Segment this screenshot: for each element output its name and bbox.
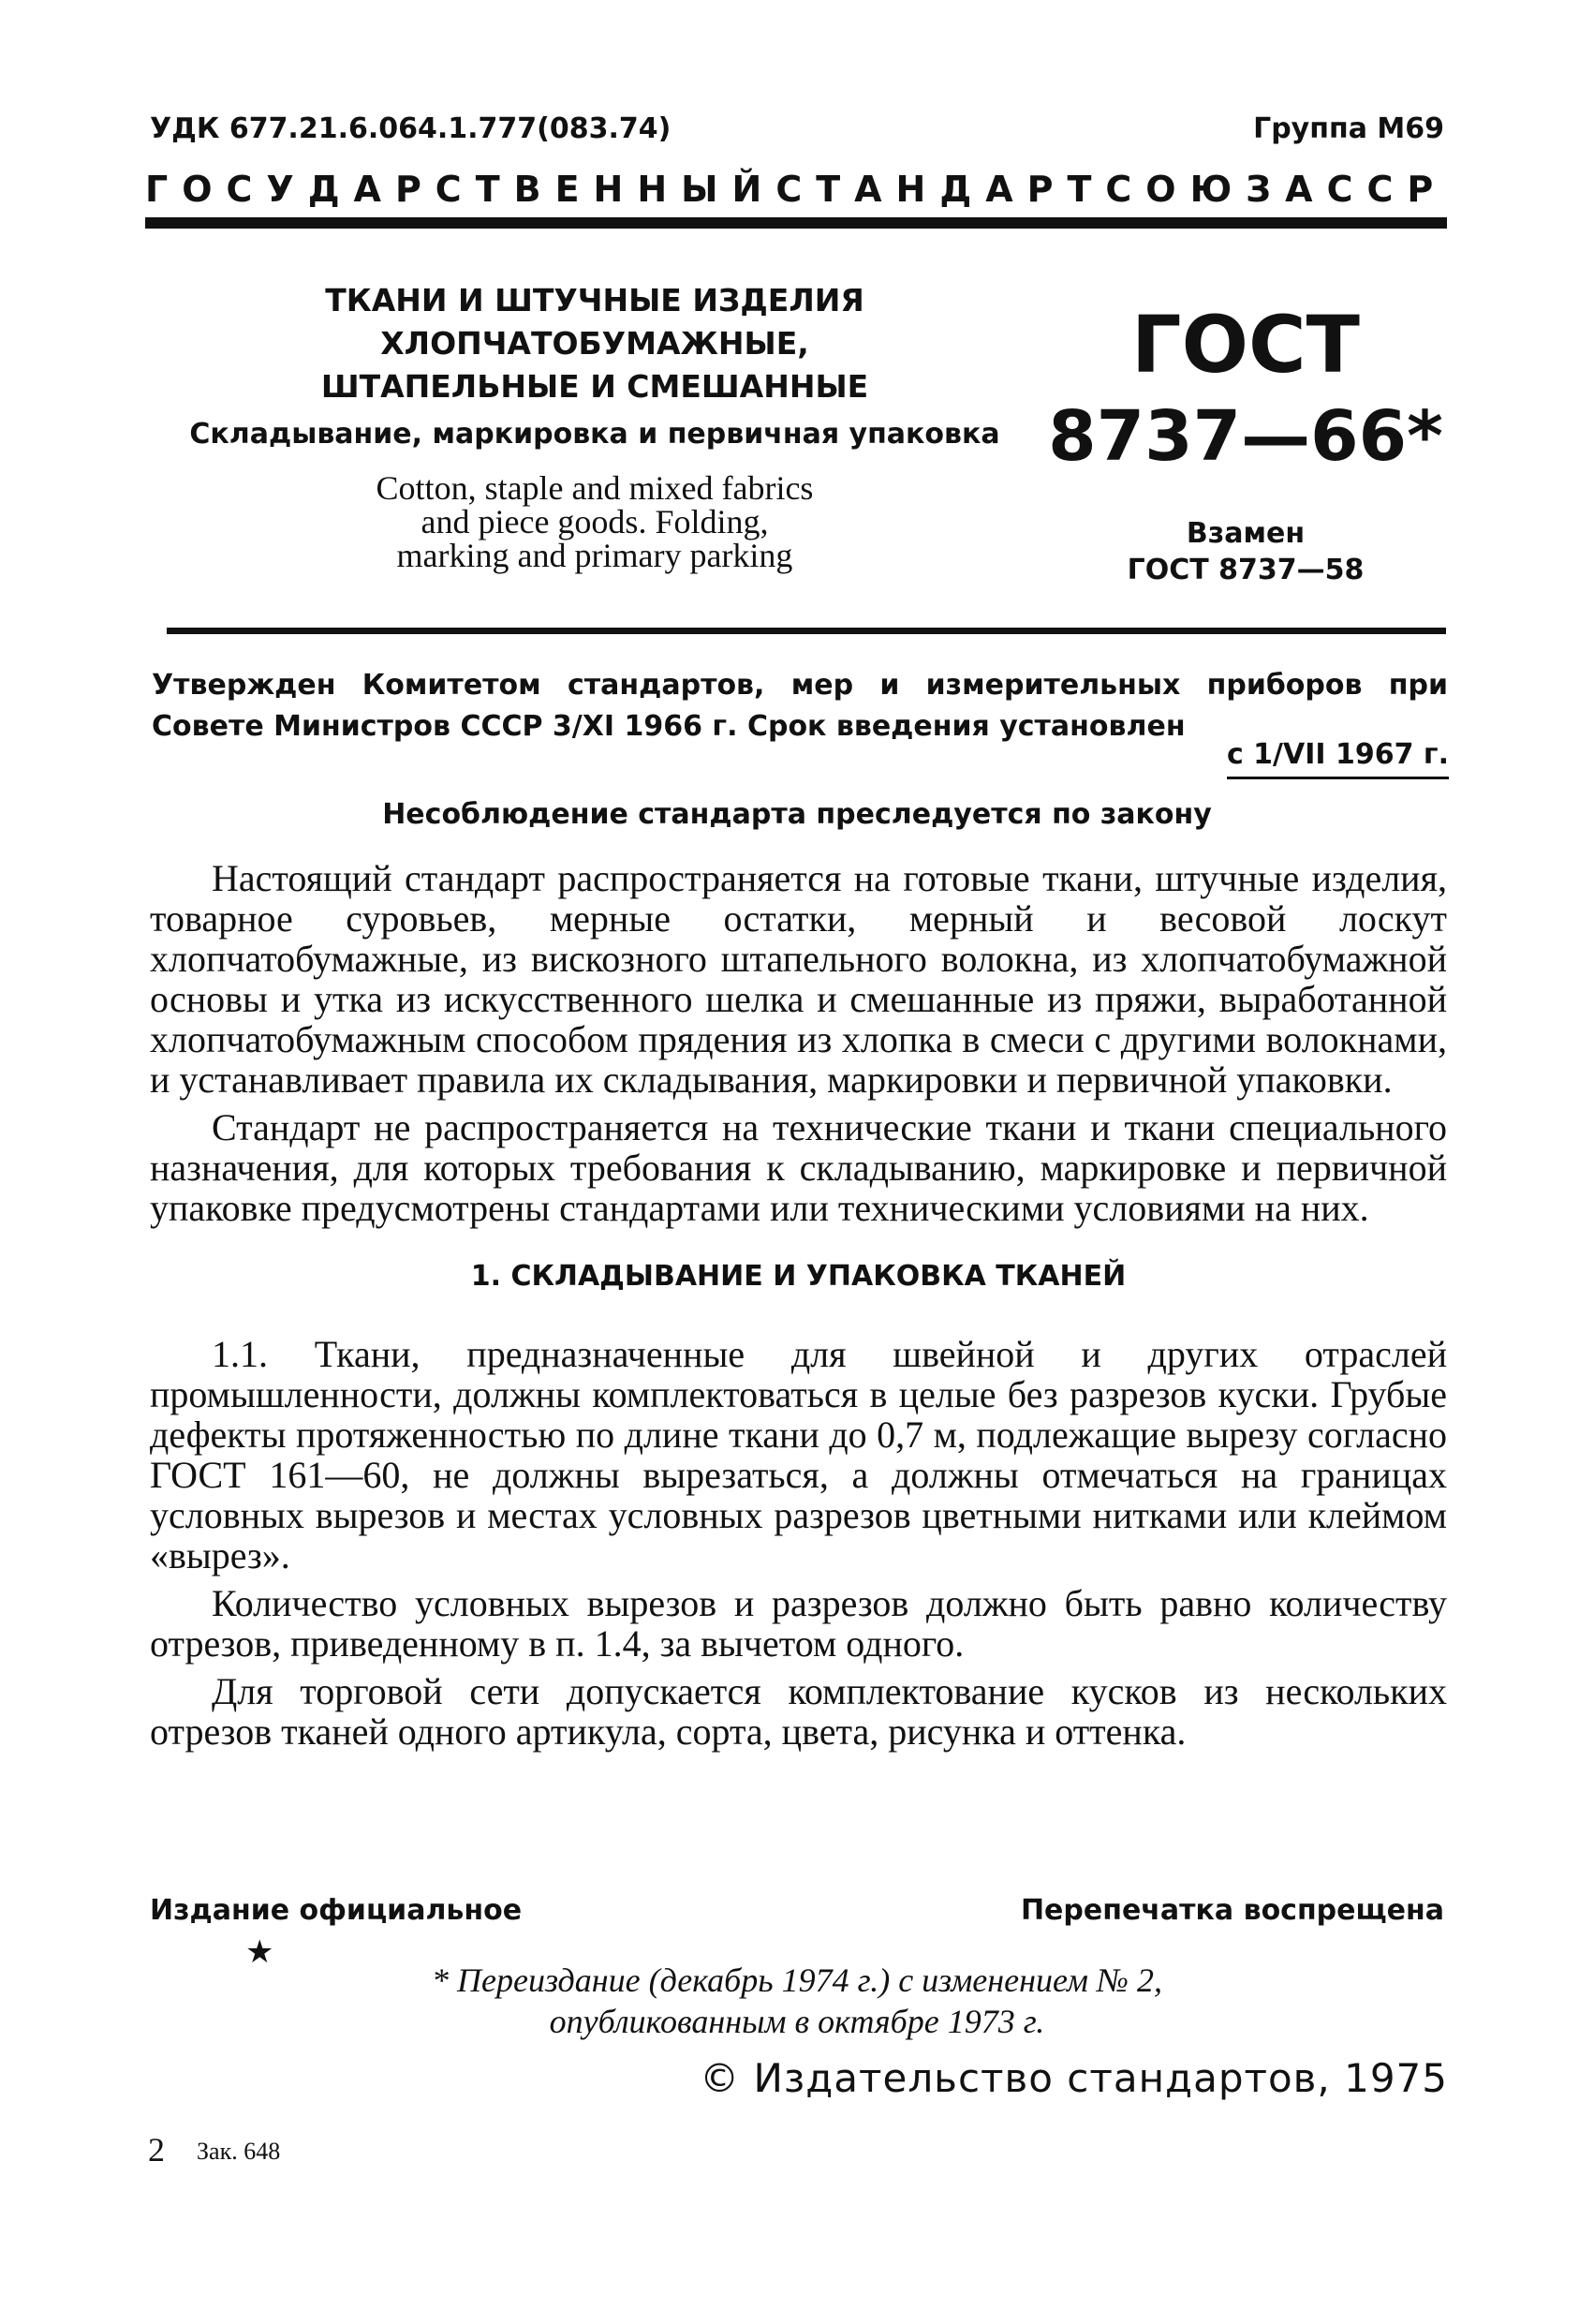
section-heading: 1. СКЛАДЫВАНИЕ И УПАКОВКА ТКАНЕЙ <box>470 1260 1127 1293</box>
replaces-label: Взамен <box>1186 517 1306 550</box>
gost-number: 8737—66* <box>1048 396 1443 477</box>
replaces-gost: ГОСТ 8737—58 <box>1127 554 1365 586</box>
reprint-prohibited-label: Перепечатка воспрещена <box>1020 1894 1444 1927</box>
english-title-line: marking and primary parking <box>396 537 793 574</box>
top-rule-divider <box>145 217 1447 229</box>
order-number: Зак. 648 <box>197 2138 281 2165</box>
english-title-line: and piece goods. Folding, <box>421 503 769 540</box>
body-paragraph: Настоящий стандарт распространяется на готовые ткани, штучные изделия, товарное суровьев, мерные остатки, мерный и весовой лоскут хлопчатобумажные, из вискозного штапельного волокна, из хлопчатобумажной основы и утка из искусственного шелка и смешанные из пряжи, выработанной хлопчатобумажным способом прядения из хлопка в смеси с другими волокнами, и устанавливает правила их складывания, маркировки и первичной упаковки. <box>150 857 1447 1101</box>
body-paragraph: Количество условных вырезов и разрезов должно быть равно количеству отрезов, приведенному в п. 1.4, за вычетом одного. <box>150 1582 1447 1665</box>
english-title <box>187 471 1002 572</box>
banner-word: ССР <box>1326 169 1448 210</box>
state-standard-banner <box>145 169 1447 210</box>
middle-rule-divider <box>167 628 1446 634</box>
banner-word: СОЮЗА <box>1105 169 1327 210</box>
body-paragraph: Для торговой сети допускается комплектование кусков из нескольких отрезов тканей одного артикула, сорта, цвета, рисунка и оттенка. <box>150 1670 1447 1753</box>
approval-statement: Утвержден Комитетом стандартов, мер и измерительных приборов при Совете Министров СССР 3/XI 1966 г. Срок введения установлен <box>152 669 1448 743</box>
banner-word: ГОСУДАРСТВЕННЫЙ <box>145 169 776 210</box>
body-paragraph: Стандарт не распространяется на технические ткани и ткани специального назначения, для которых требования к складыванию, маркировке и первичной упаковке предусмотрены стандартами или техническими условиями на них. <box>150 1106 1447 1229</box>
title-block <box>187 279 1002 572</box>
title-line: ТКАНИ И ШТУЧНЫЕ ИЗДЕЛИЯ <box>325 282 864 318</box>
title-line: ШТАПЕЛЬНЫЕ И СМЕШАННЫЕ <box>320 368 869 405</box>
gost-designation <box>1040 298 1452 586</box>
copyright-line: © Издательство стандартов, 1975 <box>700 2055 1448 2101</box>
udk-code: УДК 677.21.6.064.1.777(083.74) <box>150 112 672 145</box>
title-line: ХЛОПЧАТОБУМАЖНЫЕ, <box>380 325 809 362</box>
gost-label: ГОСТ <box>1131 299 1360 391</box>
footnote-line: опубликованным в октябре 1973 г. <box>549 2003 1045 2040</box>
group-code: Группа М69 <box>1253 112 1444 145</box>
subtitle: Складывание, маркировка и первичная упаковка <box>189 418 1000 451</box>
footnote-line: * Переиздание (декабрь 1974 г.) с изменением № 2, <box>432 1961 1162 1999</box>
legal-notice: Несоблюдение стандарта преследуется по закону <box>382 798 1212 831</box>
body-paragraph: 1.1. Ткани, предназначенные для швейной и других отраслей промышленности, должны комплектоваться в целые без разрезов куски. Грубые дефекты протяженностью по длине ткани до 0,7 м, подлежащие вырезу согласно ГОСТ 161—60, не должны вырезаться, а должны отмечаться на границах условных вырезов и местах условных разрезов цветными нитками или клеймом «вырез». <box>150 1333 1447 1576</box>
effective-date: с 1/VII 1967 г. <box>1227 738 1449 779</box>
banner-word: СТАНДАРТ <box>775 169 1106 210</box>
star-icon: ★ <box>245 1933 274 1971</box>
reissue-footnote <box>0 1960 1594 2042</box>
official-edition-label: Издание официальное <box>150 1894 523 1927</box>
document-body <box>150 858 1447 1752</box>
page-number: 2 <box>148 2131 165 2169</box>
english-title-line: Cotton, staple and mixed fabrics <box>376 469 814 507</box>
